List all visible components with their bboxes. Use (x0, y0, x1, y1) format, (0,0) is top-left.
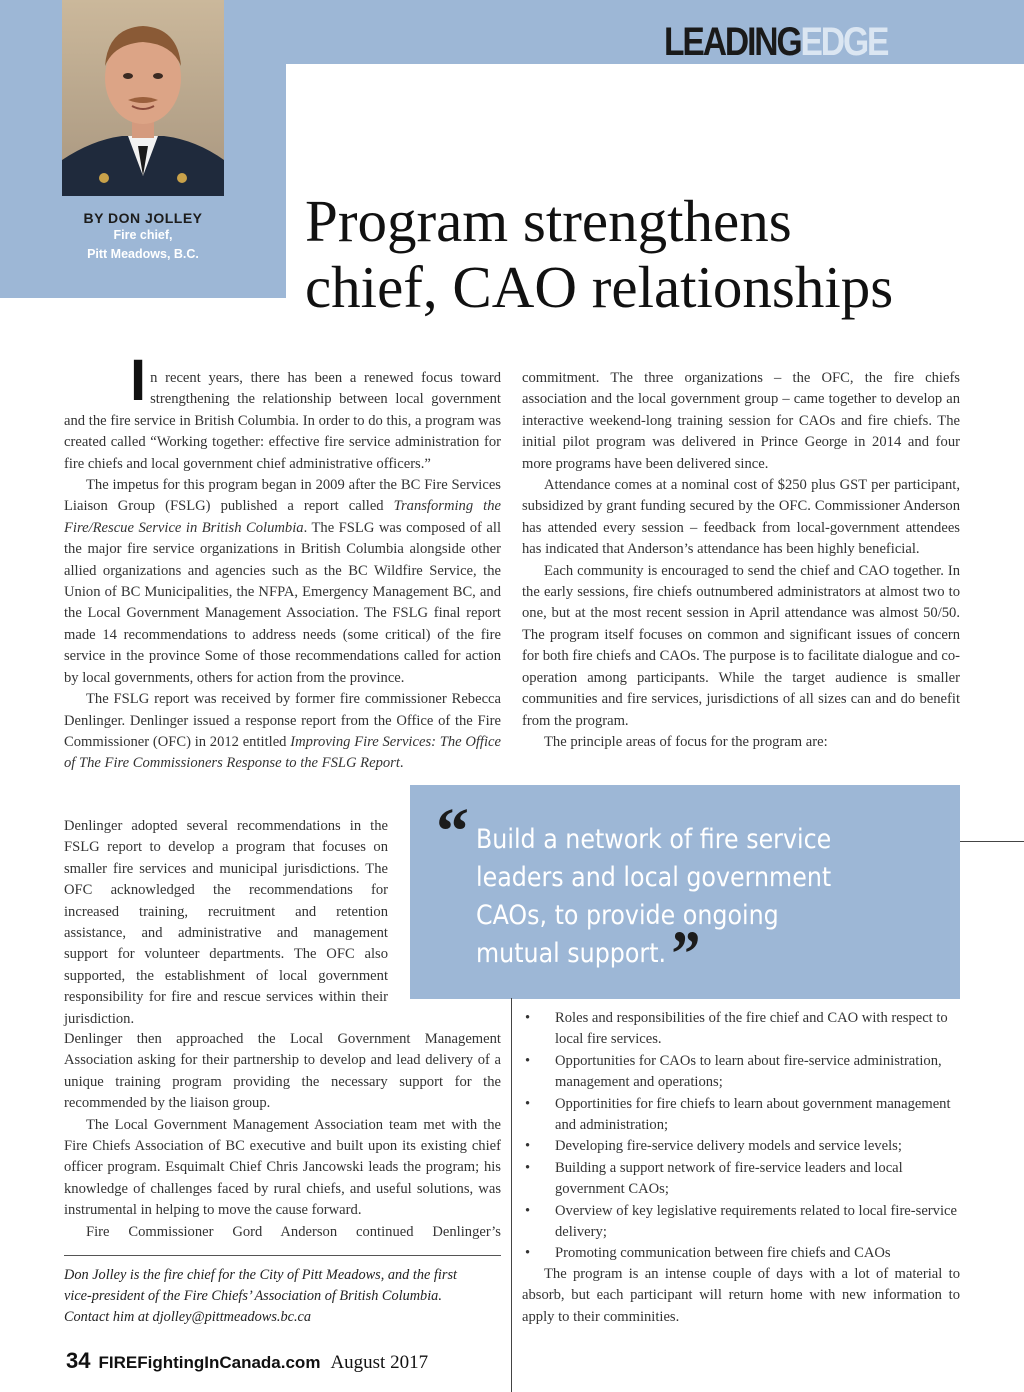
bio-contact: Contact him at djolley@pittmeadows.bc.ca (64, 1309, 312, 1325)
list-item (522, 1008, 960, 1051)
list-item (522, 1136, 960, 1157)
list-item (522, 1051, 960, 1094)
headline-line-1: Program strengthens (305, 188, 792, 254)
bullet-icon: • (525, 1138, 531, 1155)
paragraph-text: n recent years, there has been a renewed focus toward strengthening the relationship between local government and the fire service in British Columbia. In order to do this, a program was created called “Working together: effective fire service administration for fire chiefs and local government chief administrative officers.” (64, 370, 501, 472)
section-logo-edge: EDGE (800, 20, 888, 64)
article-paragraph (64, 475, 501, 689)
list-item-text: Overview of key legislative requirements related to local fire-service delivery; (555, 1202, 957, 1241)
pull-quote (410, 785, 960, 999)
magazine-website: FIREFightingInCanada.com (98, 1353, 321, 1372)
article-paragraph (64, 348, 501, 475)
bio-divider (64, 1255, 501, 1256)
page-number: 34 (66, 1348, 91, 1373)
bullet-icon: • (525, 1095, 531, 1112)
pull-quote-line: leaders and local government (476, 862, 832, 893)
bullet-icon: • (525, 1245, 531, 1262)
article-paragraph: Each community is encouraged to send the chief and CAO together. In the early sessions, fire chiefs outnumbered administrators at almost two to one, but at the most recent session in April attendance was almost 50/50. The program itself focuses on common and significant issues of concern for both fire chiefs and CAOs. The purpose is to facilitate dialogue and co-operation among participants. While the target audience is smaller communities and fire services, jurisdictions of all sizes can and do benefit from the program. (522, 562, 960, 729)
author-portrait-illustration (62, 0, 224, 196)
article-paragraph (64, 689, 501, 775)
bullet-icon: • (525, 1159, 531, 1176)
close-quote-mark: ” (671, 918, 701, 991)
headline-line-2: chief, CAO relationships (305, 254, 894, 320)
issue-date: August 2017 (330, 1352, 429, 1373)
article-paragraph: Denlinger adopted several recommendations in the FSLG report to develop a program that focuses on smaller fire services and municipal jurisdictions. The OFC acknowledged the recommendations for increased training, recruitment and retention assistance, and administrative and management support for volunteer departments. The OFC also supported, the establishment of local government responsibility for fire and rescue services within their jurisdiction. (64, 818, 388, 1027)
column-divider (511, 998, 512, 1392)
author-role: Fire chief, (113, 228, 173, 242)
article-column-1-continued (64, 1029, 501, 1243)
article-paragraph: Attendance comes at a nominal cost of $250 plus GST per participant, subsidized by grant funding secured by the OFC. Commissioner Anderson has attended every session – feedback from local-government attendees has indicated that Anderson’s attendance has been highly beneficial. (522, 477, 960, 558)
article-paragraph: The principle areas of focus for the program are: (544, 733, 828, 750)
list-item-text: Opportinities for fire chiefs to learn about government management and administration; (555, 1095, 951, 1134)
bio-line: vice-president of the Fire Chiefs’ Association of British Columbia. (64, 1288, 442, 1304)
closing-paragraph: The program is an intense couple of days with a lot of material to absorb, but each participant will return home with new information to apply to their comminities. (522, 1266, 960, 1325)
open-quote-mark: “ (436, 795, 469, 868)
list-item (522, 1158, 960, 1201)
list-item-text: Opportunities for CAOs to learn about fire-service administration, management and operations; (555, 1052, 942, 1091)
paragraph-text: . (399, 755, 404, 772)
article-column-1-narrow (64, 816, 388, 1030)
paragraph-text: The FSLG report was received by former fire commissioner Rebecca Denlinger. Denlinger issued a response report from the Office of the Fire Commissioner (OFC) in 2012 entitled (64, 691, 501, 750)
paragraph-text: The impetus for this program began in 2009 after the BC Fire Services Liaison Group (FSLG) published a report called (64, 477, 501, 515)
author-name: BY DON JOLLEY (83, 210, 203, 226)
bio-line: Don Jolley is the fire chief for the City of Pitt Meadows, and the first (64, 1267, 457, 1283)
bullet-icon: • (525, 1052, 531, 1069)
pull-quote-rule (960, 841, 1024, 842)
article-paragraph: commitment. The three organizations – the OFC, the fire chiefs association and the local government group – came together to develop an interactive weekend-long training session for CAOs and fire chiefs. The initial pilot program was delivered in Prince George in 2014 and four more programs have been delivered since. (522, 370, 960, 472)
author-photo (62, 0, 224, 196)
byline (0, 210, 286, 264)
article-column-1 (64, 348, 502, 775)
bullet-icon: • (525, 1010, 531, 1026)
pull-quote-text (476, 821, 863, 991)
author-location: Pitt Meadows, B.C. (87, 247, 199, 261)
author-bio (64, 1265, 501, 1328)
pull-quote-line: Build a network of fire service (476, 824, 832, 855)
list-item (522, 1094, 960, 1137)
article-paragraph: Fire Commissioner Gord Anderson continued Denlinger’s (86, 1223, 501, 1240)
report-title: Transforming the Fire/Rescue Service in British Columbia (64, 498, 502, 536)
headline (305, 188, 1005, 320)
article-paragraph: Denlinger then approached the Local Government Management Association asking for their partnership to develop and lead delivery of a unique training program providing the necessary support for the recommended by the liaison group. (64, 1031, 501, 1112)
list-item-text: Roles and responsibilities of the fire chief and CAO with respect to local fire services. (555, 1010, 948, 1048)
section-logo (664, 20, 887, 64)
list-item-text: Building a support network of fire-service leaders and local government CAOs; (555, 1159, 903, 1198)
paragraph-text: . The FSLG was composed of all the major fire service organizations in British Columbia alongside other allied organizations and agencies such as the BC Wildfire Service, the Union of BC Municipalities, the NFPA, Emergency Management BC, and the Local Government Management Association. The FSLG final report made 14 recommendations to address needs (some critical) of the fire service in the province Some of those recommendations called for action by local governments, others for action from the province. (64, 519, 502, 686)
pull-quote-line: mutual support. (476, 938, 667, 969)
bullet-icon: • (525, 1202, 531, 1219)
focus-areas-list (522, 1008, 960, 1265)
article-paragraph: The Local Government Management Association team met with the Fire Chiefs Association of BC executive and built upon its existing chief officer program. Esquimalt Chief Chris Jancowski leads the program; his knowledge of challenges faced by rural chiefs, and useful solutions, was instrumental in helping to move the cause forward. (64, 1116, 501, 1219)
report-title: Improving Fire Services: The Office of The Fire Commissioners Response to the FSLG Report (64, 733, 501, 772)
page-footer (66, 1347, 428, 1378)
section-logo-leading: LEADING (664, 20, 801, 64)
pull-quote-line: CAOs, to provide ongoing (476, 900, 779, 931)
list-item-text: Promoting communication between fire chiefs and CAOs (555, 1245, 891, 1262)
list-item (522, 1201, 960, 1244)
drop-cap: I (130, 348, 147, 413)
list-item (522, 1243, 960, 1264)
article-column-2 (522, 368, 960, 753)
list-item-text: Developing fire-service delivery models and service levels; (555, 1138, 902, 1155)
